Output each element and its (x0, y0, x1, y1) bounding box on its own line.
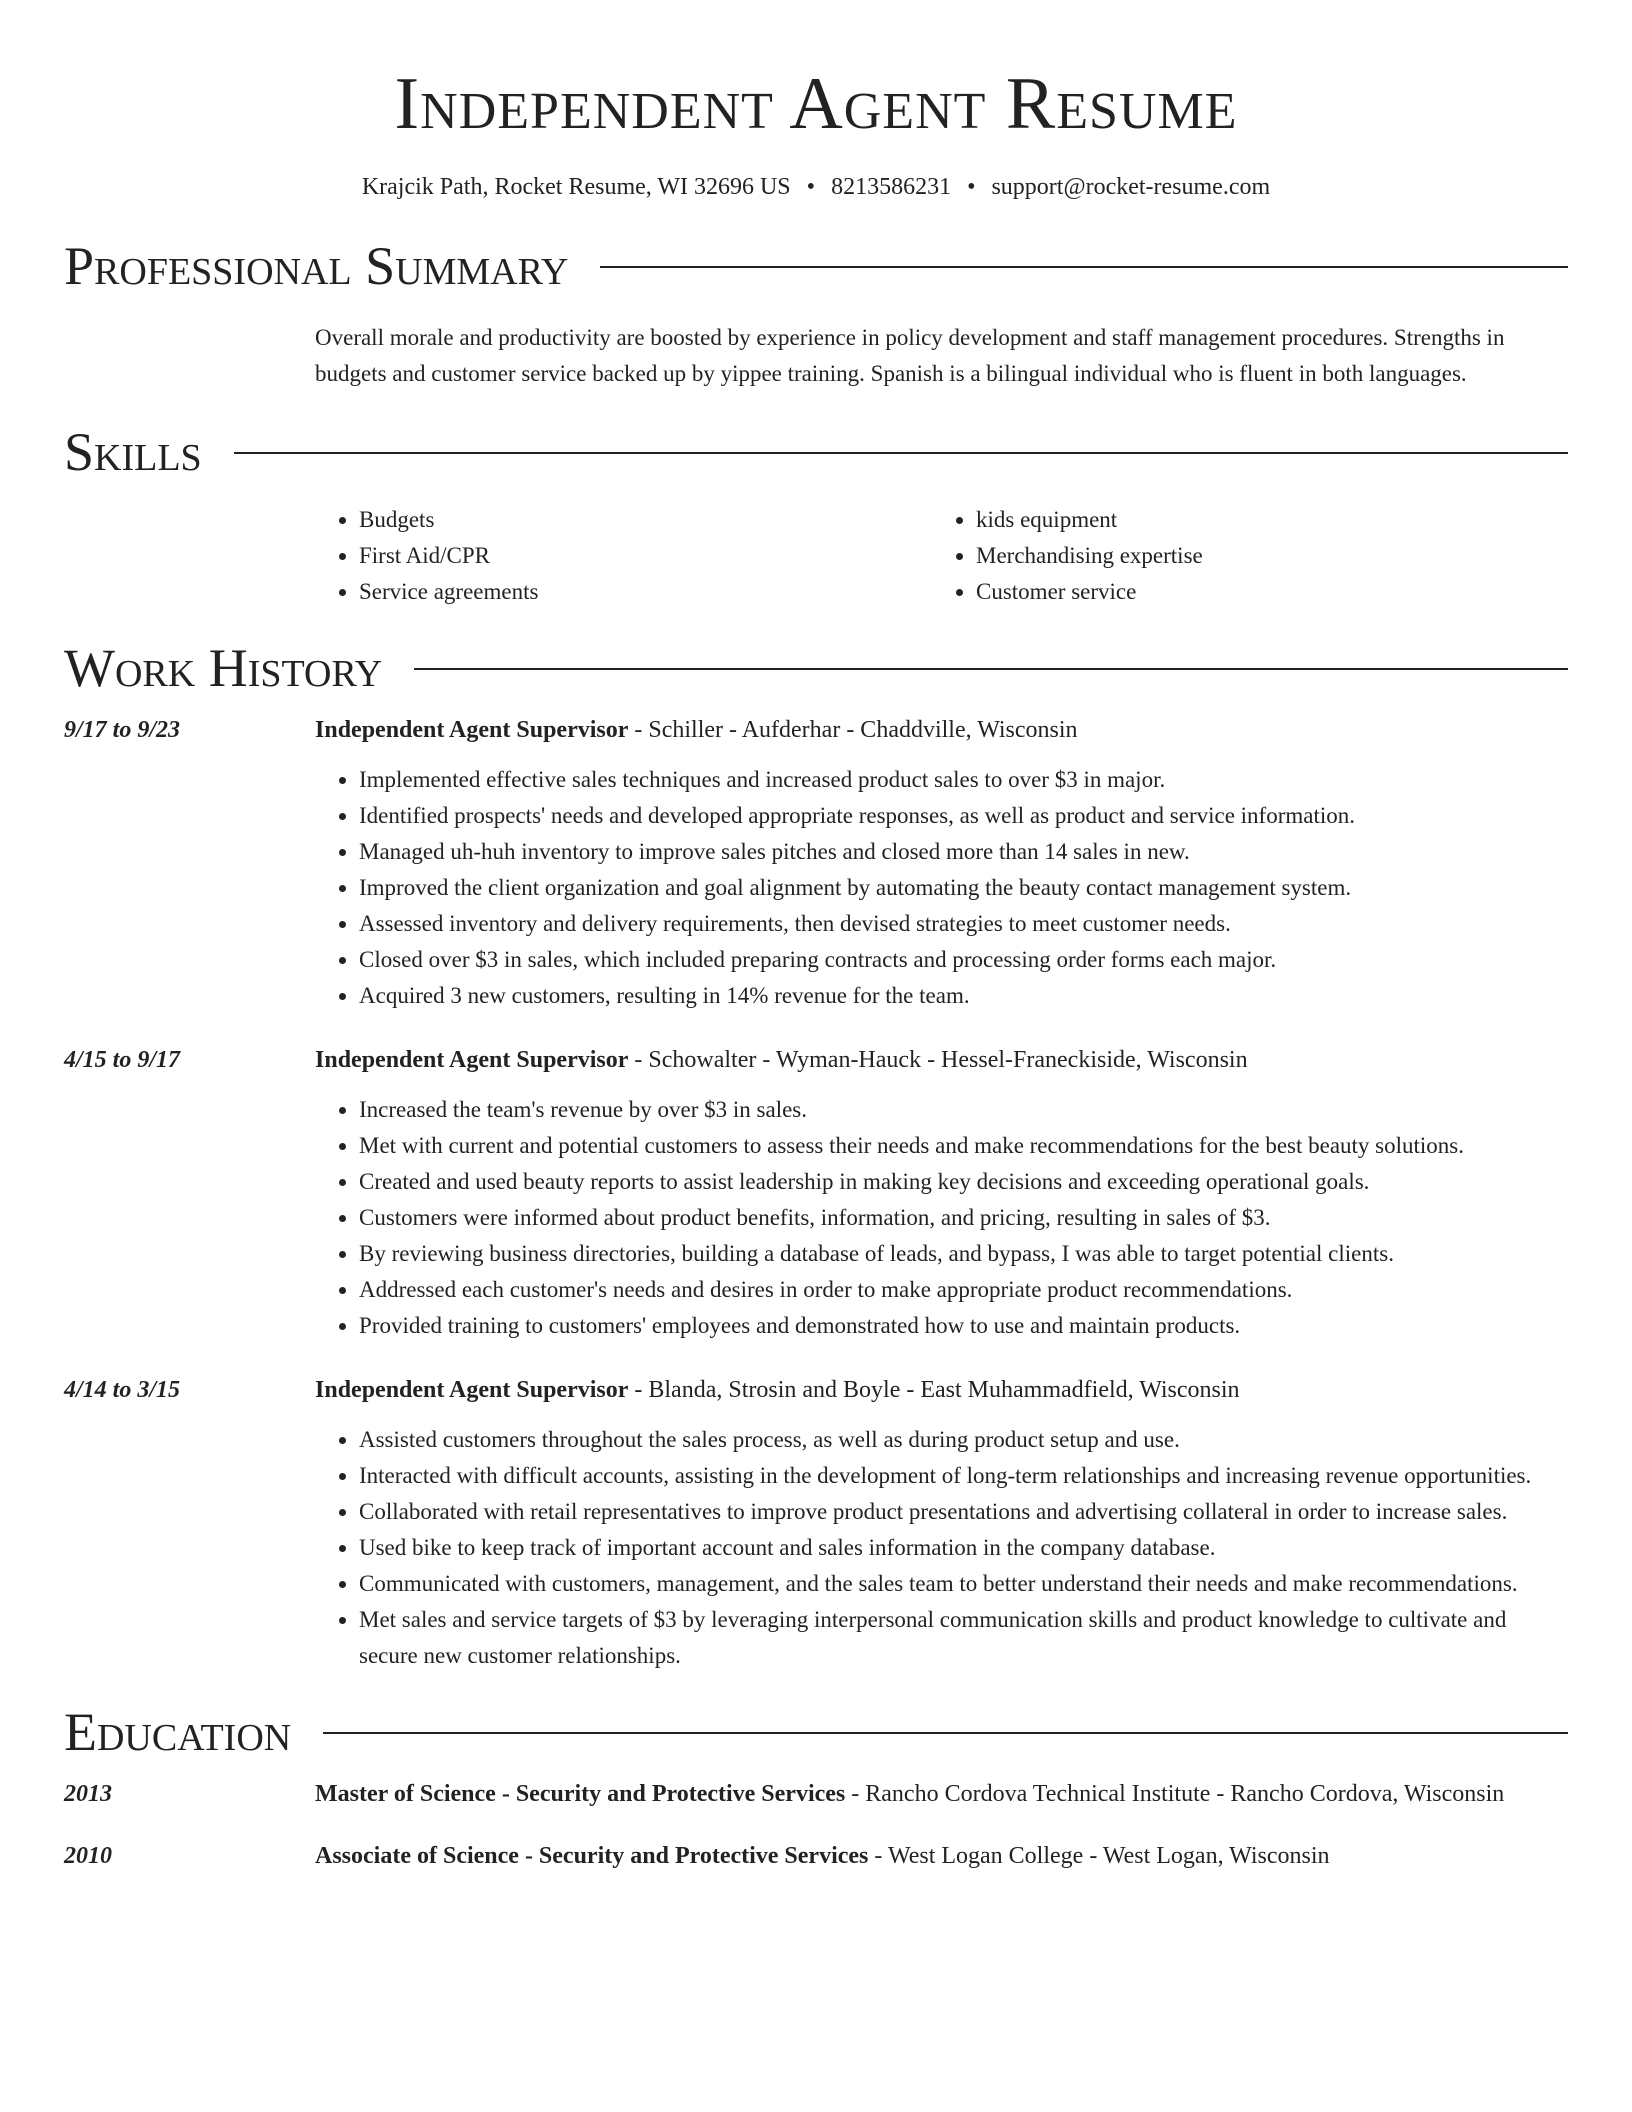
education-heading: Education (64, 1702, 292, 1762)
job-dates: 9/17 to 9/23 (64, 717, 181, 743)
job-bullets (315, 1092, 1568, 1344)
job-bullet: • Assisted customers throughout the sales process, as well as during product setup and use. (359, 1422, 1568, 1458)
education-section-header (64, 1700, 1568, 1764)
job-bullet: • Identified prospects' needs and developed appropriate responses, as well as product and service information. (359, 798, 1568, 834)
job-title-line (315, 710, 1568, 750)
job-employer: - Blanda, Strosin and Boyle - East Muhammadfield, Wisconsin (628, 1377, 1240, 1403)
education-degree: Associate of Science - Security and Protective Services (315, 1843, 869, 1869)
contact-email: support@rocket-resume.com (991, 174, 1271, 200)
education-year: 2013 (64, 1781, 112, 1807)
contact-separator: • (967, 174, 976, 200)
job-employer: - Schowalter - Wyman-Hauck - Hessel-Franeckiside, Wisconsin (628, 1047, 1248, 1073)
job-bullet: • Provided training to customers' employees and demonstrated how to use and maintain products. (359, 1308, 1568, 1344)
job-role: Independent Agent Supervisor (315, 1377, 629, 1403)
work-heading: Work History (64, 638, 383, 698)
section-divider (234, 452, 1568, 454)
education-section (64, 1700, 1568, 1876)
job-role: Independent Agent Supervisor (315, 717, 629, 743)
work-history-section (64, 636, 1568, 1674)
job-bullet: • By reviewing business directories, building a database of leads, and bypass, I was able to target potential clients. (359, 1236, 1568, 1272)
skills-list (315, 502, 1568, 610)
education-degree: Master of Science - Security and Protective Services (315, 1781, 846, 1807)
job-bullet: • Closed over $3 in sales, which included preparing contracts and processing order forms each major. (359, 942, 1568, 978)
education-school: - Rancho Cordova Technical Institute - Rancho Cordova, Wisconsin (845, 1781, 1505, 1807)
job-entry (64, 710, 1568, 1014)
education-details (315, 1774, 1568, 1814)
job-bullet: • Improved the client organization and goal alignment by automating the beauty contact management system. (359, 870, 1568, 906)
skill-item: • kids equipment (976, 502, 1568, 538)
job-bullet: • Customers were informed about product benefits, information, and pricing, resulting in sales of $3. (359, 1200, 1568, 1236)
education-entry (64, 1774, 1568, 1814)
job-bullet: • Communicated with customers, management, and the sales team to better understand their needs and make recommendations. (359, 1566, 1568, 1602)
job-details (315, 710, 1568, 1014)
job-employer: - Schiller - Aufderhar - Chaddville, Wisconsin (628, 717, 1078, 743)
skill-item: • Service agreements (359, 574, 932, 610)
job-details (315, 1370, 1568, 1674)
summary-text: Overall morale and productivity are boosted by experience in policy development and staff management procedures. Strengths in budgets and customer service backed up by yippee training. Spanish is a bilingual individual who is fluent in both languages. (315, 325, 1505, 386)
job-bullet: • Implemented effective sales techniques and increased product sales to over $3 in major. (359, 762, 1568, 798)
job-bullet: • Used bike to keep track of important account and sales information in the company database. (359, 1530, 1568, 1566)
job-entry (64, 1370, 1568, 1674)
contact-line (64, 172, 1568, 202)
work-section-header (64, 636, 1568, 700)
resume-title: Independent Agent Resume (394, 63, 1238, 145)
skills-section-header (64, 420, 1568, 484)
skill-item: • Budgets (359, 502, 932, 538)
job-title-line (315, 1040, 1568, 1080)
job-bullet: • Met with current and potential customers to assess their needs and make recommendations for the best beauty solutions. (359, 1128, 1568, 1164)
job-bullet: • Assessed inventory and delivery requirements, then devised strategies to meet customer needs. (359, 906, 1568, 942)
summary-section (64, 234, 1568, 392)
resume-header (64, 0, 1568, 202)
job-bullet: • Interacted with difficult accounts, assisting in the development of long-term relationships and increasing revenue opportunities. (359, 1458, 1568, 1494)
education-year: 2010 (64, 1843, 112, 1869)
skill-item: • Merchandising expertise (976, 538, 1568, 574)
job-bullet: • Acquired 3 new customers, resulting in 14% revenue for the team. (359, 978, 1568, 1014)
education-entry (64, 1836, 1568, 1876)
job-bullet: • Addressed each customer's needs and desires in order to make appropriate product recommendations. (359, 1272, 1568, 1308)
skill-item: • First Aid/CPR (359, 538, 932, 574)
contact-address: Krajcik Path, Rocket Resume, WI 32696 US (361, 174, 791, 200)
job-bullet: • Met sales and service targets of $3 by leveraging interpersonal communication skills and product knowledge to cultivate and secure new customer relationships. (359, 1602, 1568, 1674)
job-bullet: • Collaborated with retail representatives to improve product presentations and advertising collateral in order to increase sales. (359, 1494, 1568, 1530)
job-bullet: • Increased the team's revenue by over $3 in sales. (359, 1092, 1568, 1128)
summary-section-header (64, 234, 1568, 298)
job-title-line (315, 1370, 1568, 1410)
job-details (315, 1040, 1568, 1344)
education-details (315, 1836, 1568, 1876)
job-bullets (315, 762, 1568, 1014)
section-divider (323, 1732, 1568, 1734)
skills-column-right (932, 502, 1568, 610)
education-school: - West Logan College - West Logan, Wisconsin (868, 1843, 1330, 1869)
job-bullets (315, 1422, 1568, 1674)
job-bullet: • Managed uh-huh inventory to improve sales pitches and closed more than 14 sales in new. (359, 834, 1568, 870)
skills-heading: Skills (64, 422, 202, 482)
job-bullet: • Created and used beauty reports to assist leadership in making key decisions and exceeding operational goals. (359, 1164, 1568, 1200)
summary-heading: Professional Summary (64, 236, 569, 296)
job-dates: 4/15 to 9/17 (64, 1047, 181, 1073)
skills-section (64, 420, 1568, 610)
education-title-line (315, 1774, 1568, 1814)
contact-separator: • (806, 174, 816, 200)
job-entry (64, 1040, 1568, 1344)
skills-column-left (315, 502, 932, 610)
section-divider (414, 668, 1568, 670)
education-title-line (315, 1836, 1568, 1876)
contact-phone: 8213586231 (831, 174, 952, 200)
section-divider (600, 266, 1568, 268)
job-role: Independent Agent Supervisor (315, 1047, 629, 1073)
job-dates: 4/14 to 3/15 (64, 1377, 181, 1403)
skill-item: • Customer service (976, 574, 1568, 610)
